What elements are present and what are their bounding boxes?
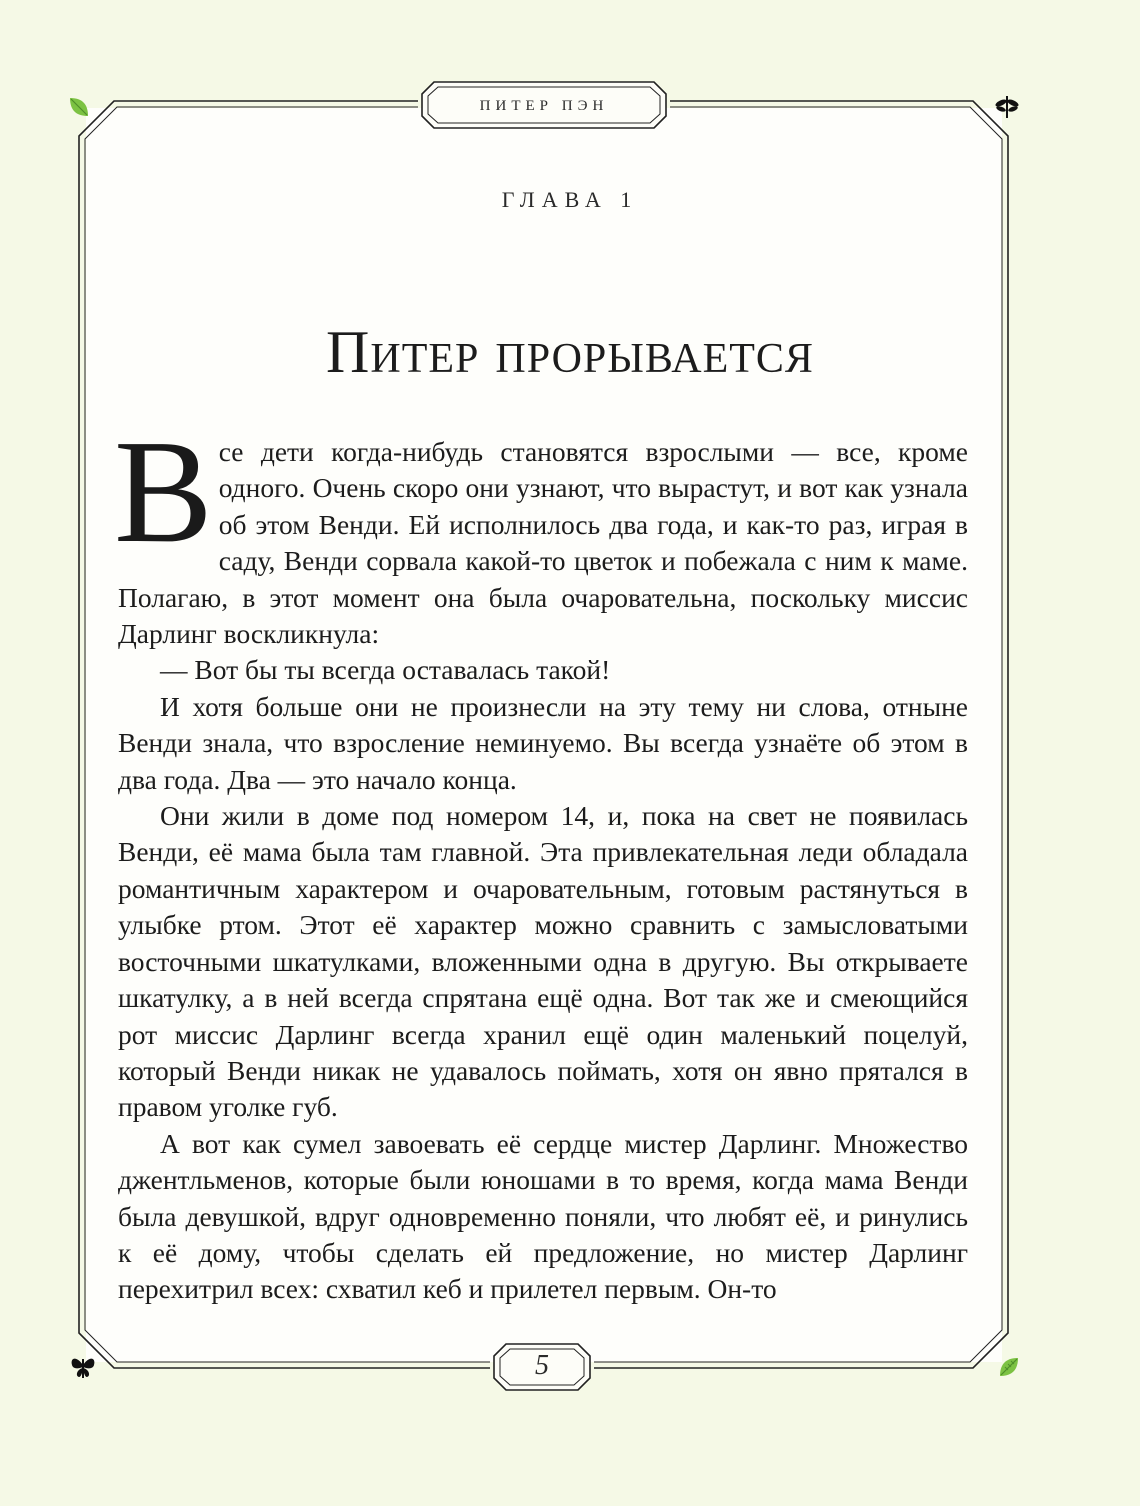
chapter-title: Питер прорывается — [326, 319, 814, 385]
paragraph: И хотя больше они не произнесли на эту тему ни слова, отныне Венди знала, что взросление неминуемо. Вы всегда узнаёте об этом в два года. Два — это начало конца. — [118, 690, 968, 795]
paragraph: Они жили в доме под номером 14, и, пока на свет не появилась Венди, её мама была там главной. Эта привлекательная леди обладала романтичным характером и очаровательным, готовым растянуться в улыбке ртом. Этот её характер можно сравнить с замысловатыми восточными шкатулками, вложенными одна в другую. Вы открываете шкатулку, а в ней всегда спрятана ещё одна. Вот так же и смеющийся рот миссис Дарлинг всегда хранил ещё один маленький поцелуй, который Венди никак не удавалось поймать, хотя он явно прятался в правом уголке губ. — [118, 800, 968, 1123]
paragraph — [114, 410, 968, 652]
running-head: ПИТЕР ПЭН — [479, 97, 609, 114]
body-text — [114, 410, 968, 1308]
paragraph: — Вот бы ты всегда оставалась такой! — [160, 654, 611, 686]
butterfly-icon — [68, 1352, 98, 1382]
drop-cap: В — [114, 410, 213, 574]
page-number: 5 — [535, 1350, 549, 1381]
chapter-label: ГЛАВА 1 — [501, 187, 639, 212]
paragraph: А вот как сумел завоевать её сердце мистер Дарлинг. Множество джентльменов, которые были юношами в то время, когда мама Венди была девушкой, вдруг одновременно поняли, что любят её, и ринулись к её дому, чтобы сделать ей предложение, но мистер Дарлинг перехитрил всех: схватил кеб и прилетел первым. Он-то — [118, 1127, 968, 1305]
leaf-icon — [996, 1354, 1022, 1380]
paragraph-text: се дети когда-нибудь становятся взрослыми — все, кроме одного. Очень скоро они узнают, что вырастут, и вот как узнала об этом Венди. Ей исполнилось два года, и как-то раз, играя в саду, Венди сорвала какой-то цветок и побежала с ним к маме. Полагаю, в этот момент она была очаровательна, поскольку миссис Дарлинг воскликнула: — [118, 436, 968, 650]
leaf-icon — [66, 94, 92, 120]
dragonfly-icon — [992, 92, 1022, 122]
